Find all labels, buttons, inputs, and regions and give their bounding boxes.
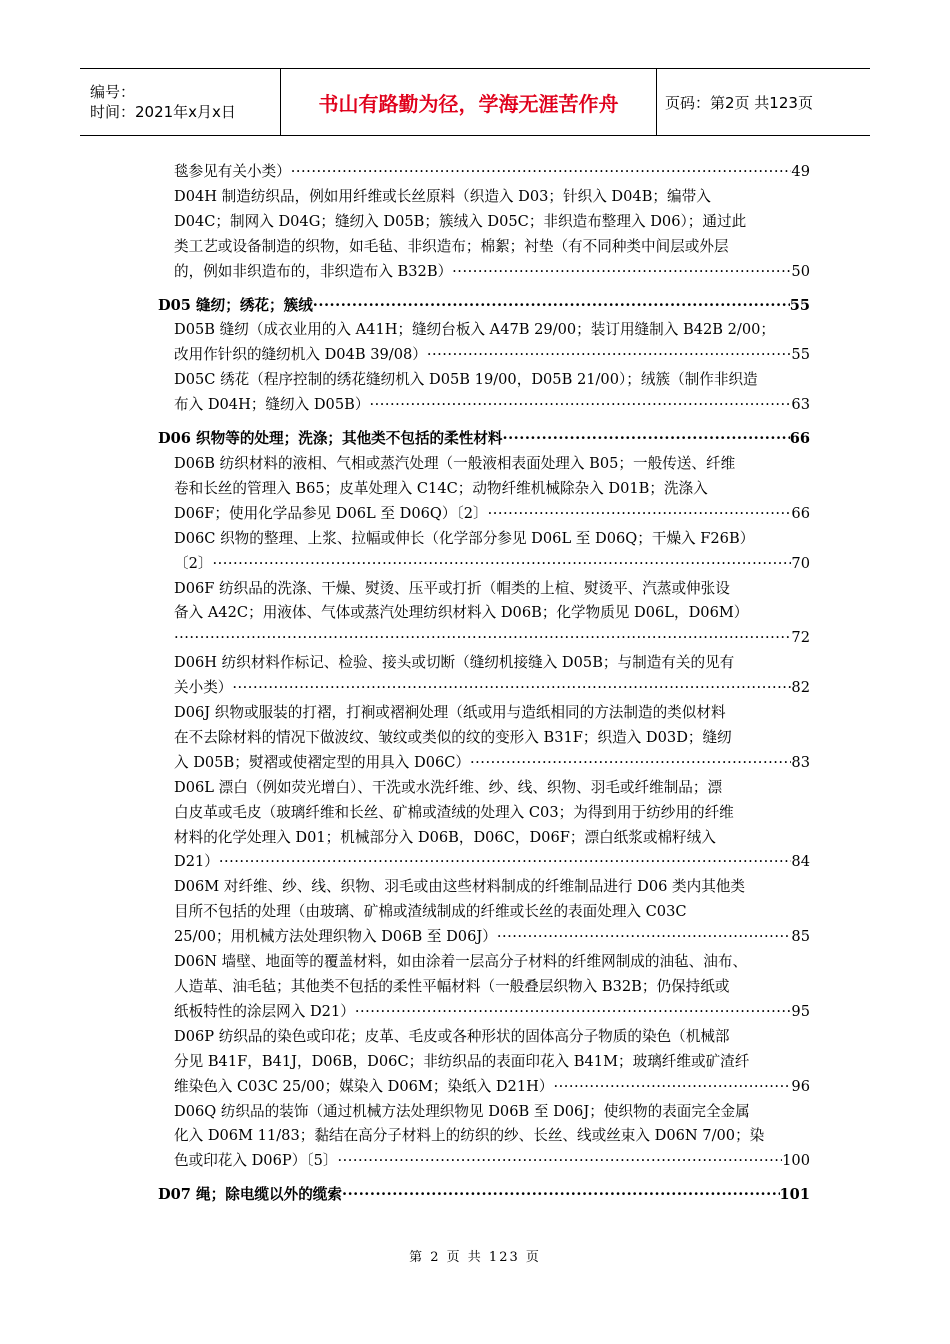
toc-section-entry: [158, 294, 810, 319]
toc-page-number: 70: [791, 554, 810, 572]
toc-last-line: [174, 1075, 810, 1100]
toc-page-number: 82: [791, 679, 810, 697]
toc-page-number: 96: [791, 1077, 810, 1095]
toc-leader-dots: [212, 552, 791, 577]
toc-text-line: D06C 织物的整理、上浆、拉幅或伸长（化学部分参见 D06L 至 D06Q；干燥入 F26B）: [174, 529, 755, 547]
toc-subclass-entry: [158, 577, 810, 652]
toc-leader-dots: [337, 1149, 782, 1174]
toc-text-line: D05B 缝纫（成衣业用的入 A41H；缝纫台板入 A47B 29/00；装订用缝制入 B42B 2/00；: [174, 321, 776, 339]
document-time: 时间：2021年x月x日: [90, 103, 236, 121]
toc-page-number: 49: [791, 163, 810, 180]
toc-leader-dots: [369, 393, 791, 418]
toc-page-number: 55: [791, 346, 810, 364]
toc-subclass-entry: [158, 701, 810, 776]
toc-text-line: D06J 织物或服装的打褶，打裥或褶裥处理（纸或用与造纸相同的方法制造的类似材料: [174, 704, 726, 722]
toc-last-line: [158, 294, 810, 319]
toc-text-line: D06Q 纺织品的装饰（通过机械方法处理织物见 D06B 至 D06J；使织物的表面完全金属: [174, 1102, 750, 1120]
toc-last-line: [174, 751, 810, 776]
page-info-text: 页码：第2页 共123页: [665, 93, 813, 112]
toc-page-number: 100: [782, 1152, 810, 1170]
toc-last-line: [174, 850, 810, 875]
toc-text: 〔2〕: [174, 554, 213, 572]
toc-leader-dots: [174, 626, 791, 651]
toc-text-line: D06F 纺织品的洗涤、干燥、熨烫、压平或打折（帽类的上楦、熨烫平、汽蒸或伸张设: [174, 579, 730, 597]
toc-text: 维染色入 C03C 25/00；媒染入 D06M；染纸入 D21H）: [174, 1077, 554, 1095]
toc-page-number: 50: [791, 262, 810, 280]
toc-subclass-entry: [158, 776, 810, 876]
toc-text-line: 备入 A42C；用液体、气体或蒸汽处理纺织材料入 D06B；化学物质见 D06L，D06M）: [174, 604, 749, 622]
toc-subclass-entry: [158, 1025, 810, 1100]
toc-subclass-entry: [158, 318, 810, 368]
toc-subclass-entry: [158, 1100, 810, 1175]
toc-text: 纸板特性的涂层网入 D21）: [174, 1002, 355, 1020]
toc-text: D06 织物等的处理；洗涤；其他类不包括的柔性材料: [158, 430, 503, 448]
toc-last-line: [174, 260, 810, 285]
toc-leader-dots: [497, 925, 792, 950]
toc-subclass-entry: [158, 875, 810, 950]
toc-text-line: D05C 绣花（程序控制的绣花缝纫机入 D05B 19/00，D05B 21/00）；绒簇（制作非织造: [174, 371, 758, 389]
toc-text-line: 化入 D06M 11/83；黏结在高分子材料上的纺织的纱、长丝、线或丝束入 D06N 7/00；染: [174, 1127, 765, 1145]
toc-page-number: 84: [791, 853, 810, 871]
toc-text: 毯参见有关小类）: [174, 163, 291, 180]
toc-last-line: [174, 160, 810, 185]
toc-text-line: D06N 墙壁、地面等的覆盖材料，如由涂着一层高分子材料的纤维网制成的油毡、油布、: [174, 953, 748, 971]
toc-page-number: 95: [791, 1002, 810, 1020]
header-motto: [281, 69, 657, 135]
toc-last-line: [174, 502, 810, 527]
toc-leader-dots: [553, 1075, 791, 1100]
header-page-info: [657, 69, 870, 135]
toc-text-line: D06M 对纤维、纱、线、织物、羽毛或由这些材料制成的纤维制品进行 D06 类内其他类: [174, 878, 745, 896]
page-header: [80, 68, 870, 136]
toc-page-number: 85: [791, 928, 810, 946]
toc-text: D05 缝纫；绣花；簇绒: [158, 296, 313, 314]
toc-text-line: D04C；制网入 D04G；缝纫入 D05B；簇绒入 D05C；非织造布整理入 D06）；通过此: [174, 212, 747, 230]
header-meta: [80, 69, 281, 135]
page-footer: 第 2 页 共 123 页: [409, 1250, 541, 1265]
toc-section-entry: [158, 427, 810, 452]
toc-leader-dots: [452, 260, 791, 285]
toc-last-line: [158, 1183, 810, 1208]
toc-subclass-entry: [158, 185, 810, 285]
toc-text-line: D06H 纺织材料作标记、检验、接头或切断（缝纫机接缝入 D05B；与制造有关的见有: [174, 654, 735, 672]
toc-leader-dots: [232, 676, 791, 701]
toc-leader-dots: [313, 294, 790, 319]
toc-subclass-entry: [158, 160, 810, 185]
toc-page-number: 83: [791, 753, 810, 771]
toc-last-line: [174, 676, 810, 701]
toc-text-line: D04H 制造纺织品，例如用纤维或长丝原料（织造入 D03；针织入 D04B；编带入: [174, 187, 711, 205]
table-of-contents: [158, 160, 810, 1208]
toc-leader-dots: [342, 1183, 780, 1208]
toc-text: 关小类）: [174, 679, 233, 697]
toc-leader-dots: [488, 502, 792, 527]
toc-text: 布入 D04H；缝纫入 D05B）: [174, 396, 370, 414]
toc-text-line: 卷和长丝的管理入 B65；皮革处理入 C14C；动物纤维机械除杂入 D01B；洗涤入: [174, 479, 708, 497]
toc-page-number: 66: [791, 504, 810, 522]
toc-last-line: [174, 626, 810, 651]
toc-text-line: 分见 B41F，B41J，D06B，D06C；非纺织品的表面印花入 B41M；玻璃纤维或矿渣纤: [174, 1052, 750, 1070]
document-number-label: 编号：: [90, 83, 136, 101]
toc-last-line: [174, 343, 810, 368]
toc-text-line: D06L 漂白（例如荧光增白）、干洗或水洗纤维、纱、线、织物、羽毛或纤维制品；漂: [174, 778, 723, 796]
toc-leader-dots: [503, 427, 790, 452]
toc-text: 入 D05B；熨褶或使褶定型的用具入 D06C）: [174, 753, 471, 771]
toc-subclass-entry: [158, 651, 810, 701]
toc-text-line: 目所不包括的处理（由玻璃、矿棉或渣绒制成的纤维或长丝的表面处理入 C03C: [174, 903, 687, 921]
toc-text: D06F；使用化学品参见 D06L 至 D06Q）〔2〕: [174, 504, 488, 522]
toc-page-number: 66: [789, 430, 810, 448]
toc-section-entry: [158, 1183, 810, 1208]
toc-text: 25/00；用机械方法处理织物入 D06B 至 D06J）: [174, 928, 497, 946]
toc-leader-dots: [470, 751, 791, 776]
toc-text-line: D06B 纺织材料的液相、气相或蒸汽处理（一般液相表面处理入 B05；一般传送、纤维: [174, 454, 736, 472]
toc-last-line: [174, 552, 810, 577]
toc-last-line: [174, 1149, 810, 1174]
toc-text-line: 白皮革或毛皮（玻璃纤维和长丝、矿棉或渣绒的处理入 C03；为得到用于纺纱用的纤维: [174, 803, 734, 821]
toc-page-number: 55: [789, 296, 810, 314]
toc-subclass-entry: [158, 950, 810, 1025]
toc-last-line: [174, 393, 810, 418]
motto-text: 书山有路勤为径，学海无涯苦作舟: [318, 91, 619, 116]
toc-page-number: 63: [791, 396, 810, 414]
toc-subclass-entry: [158, 527, 810, 577]
toc-text: D07 绳；除电缆以外的缆索: [158, 1186, 342, 1204]
toc-text-line: 人造革、油毛毡；其他类不包括的柔性平幅材料（一般叠层织物入 B32B；仍保持纸或: [174, 978, 730, 995]
toc-text: 色或印花入 D06P）〔5〕: [174, 1152, 338, 1170]
toc-text-line: 材料的化学处理入 D01；机械部分入 D06B，D06C，D06F；漂白纸浆或棉籽绒入: [174, 828, 716, 846]
toc-text: 的，例如非织造布的，非织造布入 B32B）: [174, 262, 453, 280]
toc-text: 改用作针织的缝纫机入 D04B 39/08）: [174, 346, 427, 364]
toc-subclass-entry: [158, 452, 810, 527]
toc-leader-dots: [219, 850, 792, 875]
toc-leader-dots: [291, 160, 792, 185]
toc-subclass-entry: [158, 368, 810, 418]
toc-last-line: [158, 427, 810, 452]
toc-last-line: [174, 925, 810, 950]
toc-text-line: 类工艺或设备制造的织物，如毛毡、非织造布；棉絮；衬垫（有不同种类中间层或外层: [174, 237, 729, 255]
toc-page-number: 101: [779, 1186, 810, 1204]
toc-last-line: [174, 1000, 810, 1025]
toc-page-number: 72: [791, 629, 810, 647]
toc-text: D21）: [174, 853, 219, 871]
toc-text-line: D06P 纺织品的染色或印花；皮革、毛皮或各种形状的固体高分子物质的染色（机械部: [174, 1027, 730, 1045]
toc-leader-dots: [355, 1000, 792, 1025]
toc-leader-dots: [427, 343, 792, 368]
toc-text-line: 在不去除材料的情况下做波纹、皱纹或类似的纹的变形入 B31F；织造入 D03D；缝纫: [174, 728, 732, 746]
